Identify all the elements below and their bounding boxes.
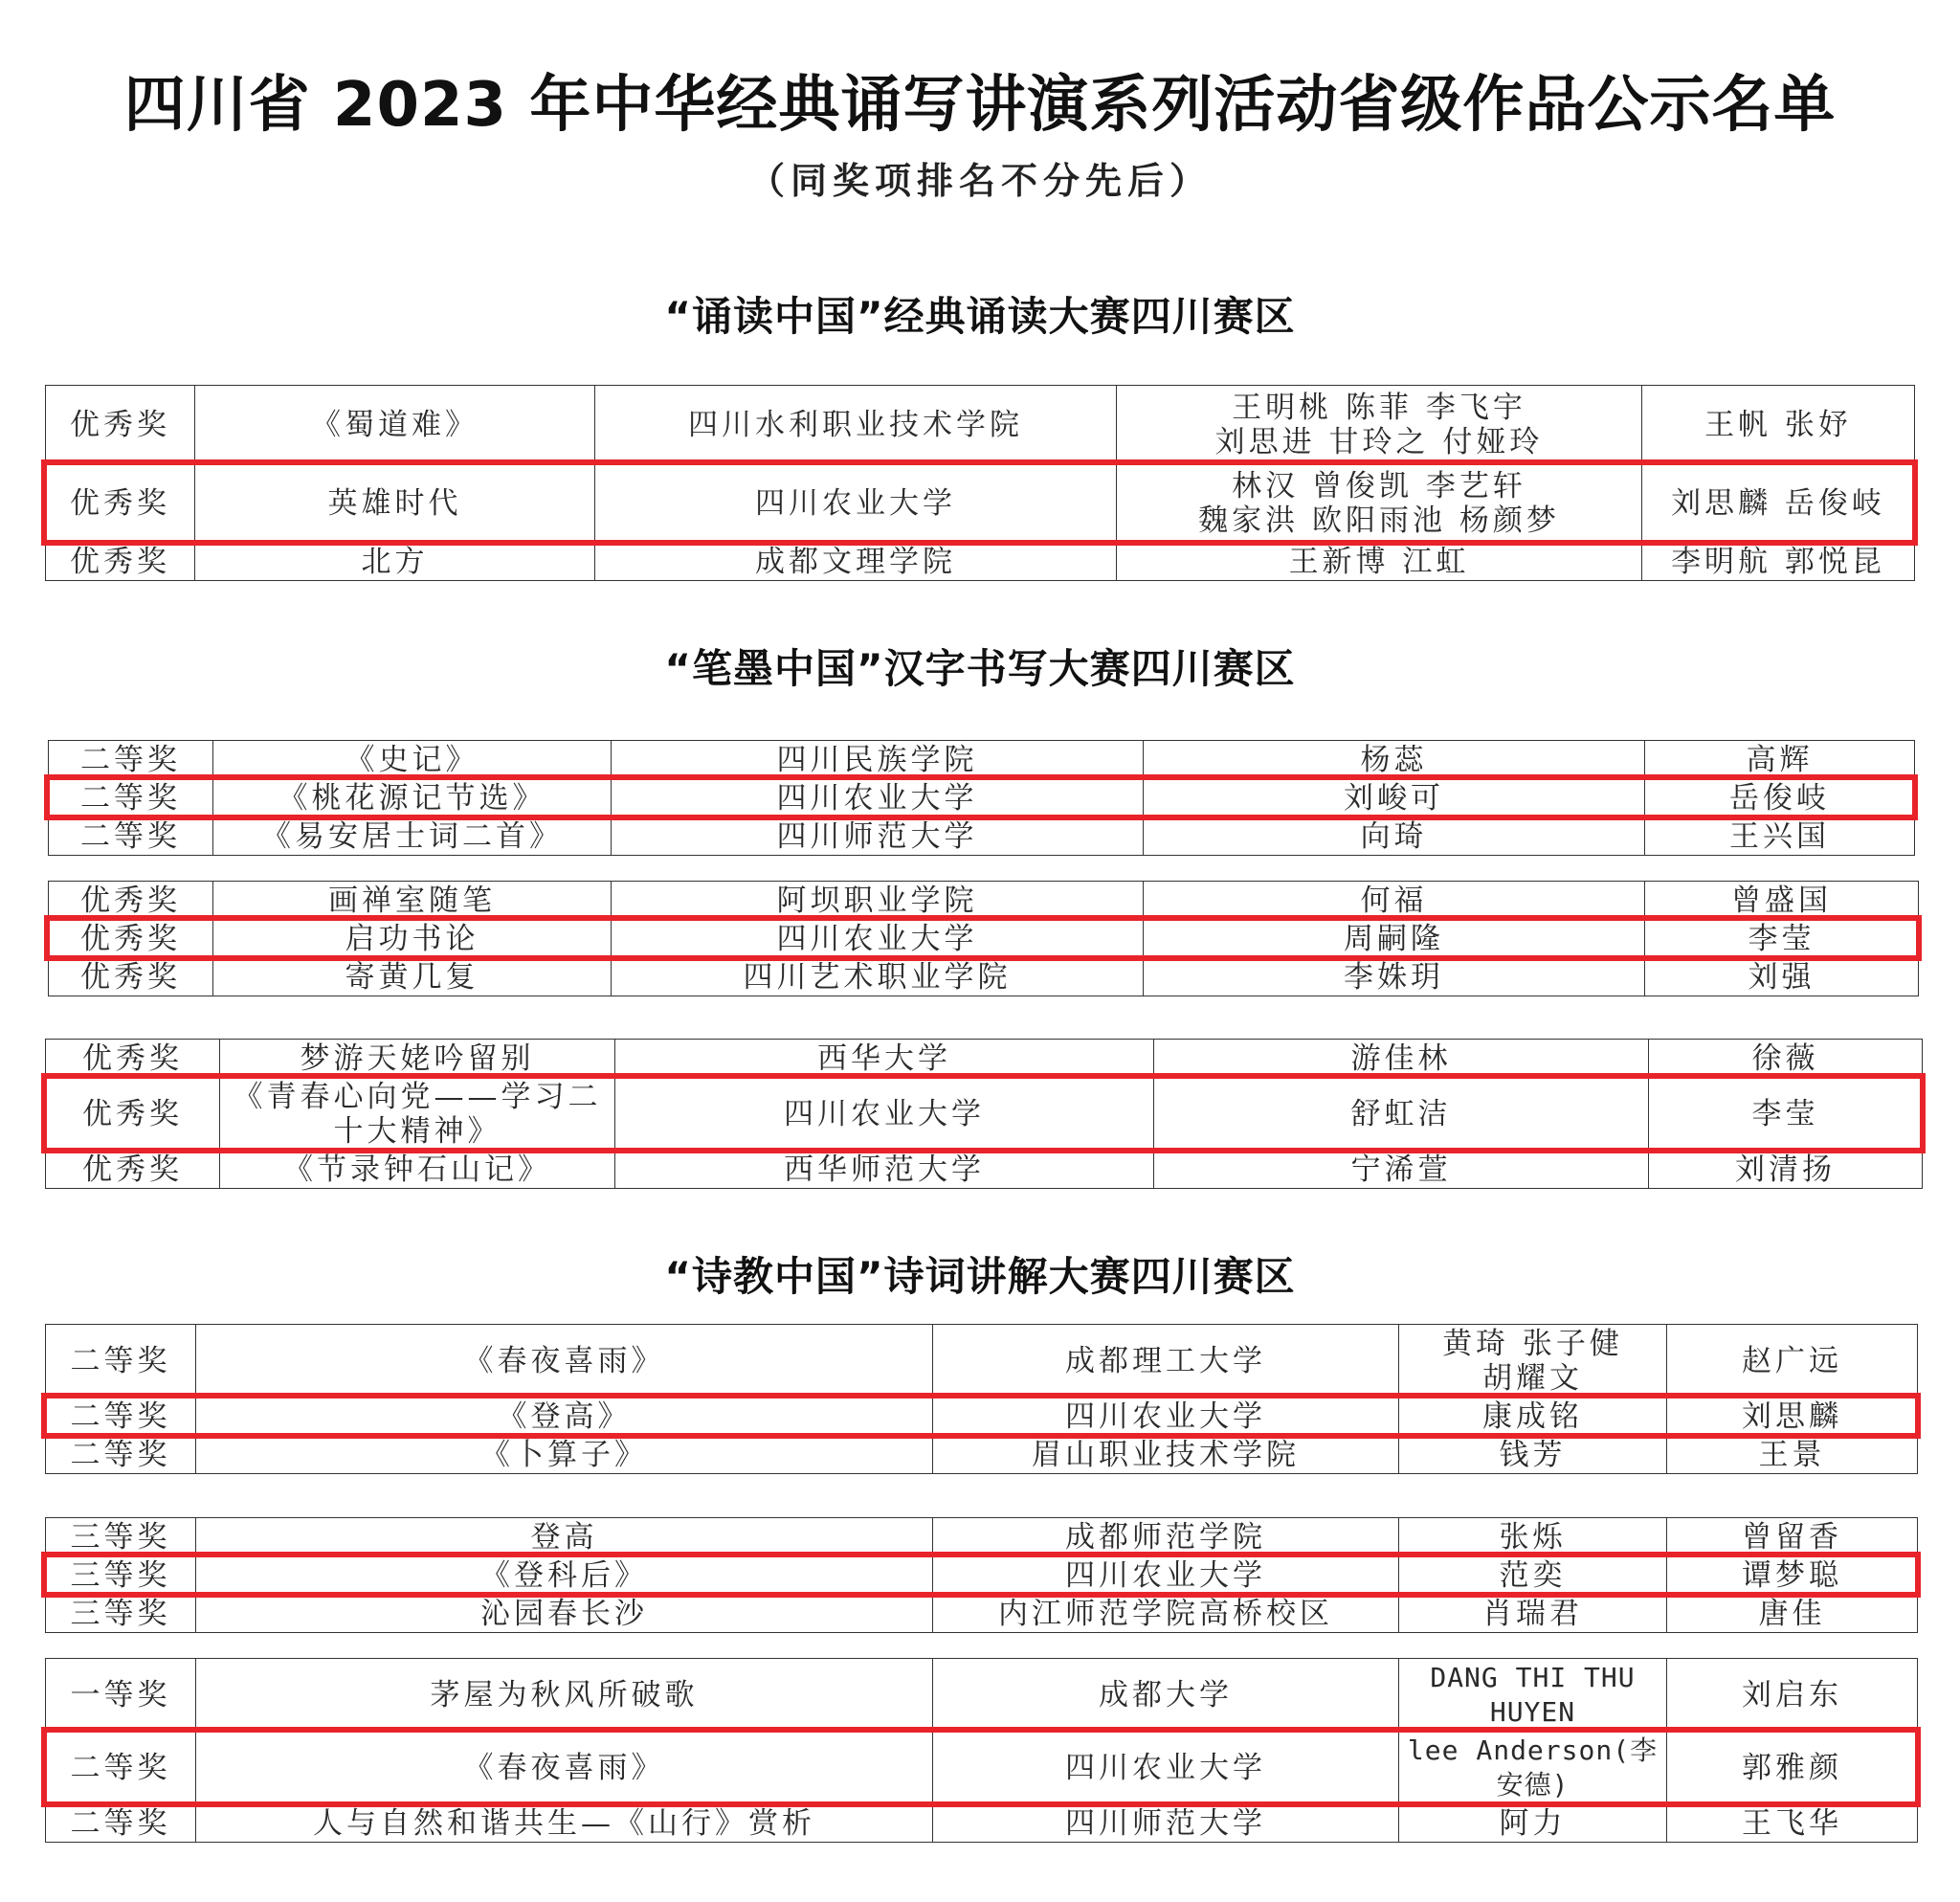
award-table-calligraphy-3	[45, 1039, 1923, 1189]
work-title-cell: 《蜀道难》	[195, 386, 595, 464]
instructor-cell: 曾留香	[1667, 1518, 1918, 1556]
table-row	[46, 1518, 1918, 1556]
table-row	[46, 1040, 1923, 1078]
table-row	[46, 1078, 1923, 1151]
work-title-cell: 《易安居士词二首》	[213, 817, 612, 856]
instructor-cell: 赵广远	[1667, 1325, 1918, 1398]
table-row	[49, 817, 1915, 856]
award-level-cell: 二等奖	[46, 1732, 196, 1804]
institution-cell: 成都文理学院	[595, 543, 1117, 581]
work-title-cell: 梦游天姥吟留别	[220, 1040, 615, 1078]
instructor-cell: 王兴国	[1645, 817, 1915, 856]
table-row	[46, 1436, 1918, 1474]
institution-cell: 四川农业大学	[595, 464, 1117, 543]
participants-cell: 向琦	[1144, 817, 1645, 856]
award-level-cell: 优秀奖	[49, 882, 213, 920]
instructor-cell: 徐薇	[1649, 1040, 1923, 1078]
table-row	[46, 1398, 1918, 1436]
work-title-cell: 《卜算子》	[196, 1436, 933, 1474]
instructor-cell: 岳俊岐	[1645, 779, 1915, 817]
instructor-cell: 王帆 张妤	[1642, 386, 1915, 464]
award-level-cell: 二等奖	[49, 779, 213, 817]
participants-cell: 康成铭	[1399, 1398, 1667, 1436]
work-title-cell: 《春夜喜雨》	[196, 1732, 933, 1804]
instructor-cell: 刘思麟 岳俊岐	[1642, 464, 1915, 543]
institution-cell: 四川水利职业技术学院	[595, 386, 1117, 464]
participants-cell: DANG THI THU HUYEN	[1399, 1659, 1667, 1732]
instructor-cell: 王景	[1667, 1436, 1918, 1474]
table-row	[46, 1151, 1923, 1189]
document-subtitle: （同奖项排名不分先后）	[747, 159, 1212, 202]
work-title-cell: 沁园春长沙	[196, 1595, 933, 1633]
institution-cell: 四川农业大学	[612, 779, 1144, 817]
institution-cell: 四川农业大学	[933, 1556, 1399, 1595]
institution-cell: 西华大学	[615, 1040, 1154, 1078]
award-level-cell: 优秀奖	[46, 543, 195, 581]
instructor-cell: 李明航 郭悦昆	[1642, 543, 1915, 581]
work-title-cell: 人与自然和谐共生—《山行》赏析	[196, 1804, 933, 1843]
instructor-cell: 刘强	[1645, 958, 1919, 996]
participants-cell: 肖瑞君	[1399, 1595, 1667, 1633]
institution-cell: 四川农业大学	[612, 920, 1144, 958]
award-level-cell: 优秀奖	[46, 1151, 220, 1189]
award-table-calligraphy-1	[48, 740, 1915, 856]
participants-cell: 周嗣隆	[1144, 920, 1645, 958]
institution-cell: 内江师范学院高桥校区	[933, 1595, 1399, 1633]
table-row	[46, 1659, 1918, 1732]
work-title-cell: 英雄时代	[195, 464, 595, 543]
award-level-cell: 优秀奖	[46, 1078, 220, 1151]
award-level-cell: 二等奖	[46, 1398, 196, 1436]
award-level-cell: 一等奖	[46, 1659, 196, 1732]
institution-cell: 四川师范大学	[933, 1804, 1399, 1843]
table-row	[46, 1595, 1918, 1633]
award-level-cell: 优秀奖	[46, 1040, 220, 1078]
participants-cell: 宁浠萱	[1154, 1151, 1649, 1189]
participants-cell: 刘峻可	[1144, 779, 1645, 817]
institution-cell: 四川师范大学	[612, 817, 1144, 856]
participants-cell: 阿力	[1399, 1804, 1667, 1843]
work-title-cell: 茅屋为秋风所破歌	[196, 1659, 933, 1732]
table-row	[46, 1804, 1918, 1843]
instructor-cell: 王飞华	[1667, 1804, 1918, 1843]
work-title-cell: 《登高》	[196, 1398, 933, 1436]
instructor-cell: 高辉	[1645, 741, 1915, 779]
instructor-cell: 李莹	[1645, 920, 1919, 958]
institution-cell: 成都理工大学	[933, 1325, 1399, 1398]
table-row	[49, 920, 1919, 958]
table-row	[46, 464, 1915, 543]
award-level-cell: 优秀奖	[49, 958, 213, 996]
award-table-calligraphy-2	[48, 881, 1919, 996]
document-title: 四川省 2023 年中华经典诵写讲演系列活动省级作品公示名单	[123, 70, 1837, 141]
participants-cell: 钱芳	[1399, 1436, 1667, 1474]
participants-cell: lee Anderson(李 安德)	[1399, 1732, 1667, 1804]
award-level-cell: 优秀奖	[49, 920, 213, 958]
table-row	[46, 1556, 1918, 1595]
work-title-cell: 《青春心向党——学习二 十大精神》	[220, 1078, 615, 1151]
participants-cell: 何福	[1144, 882, 1645, 920]
award-level-cell: 二等奖	[46, 1325, 196, 1398]
table-row	[49, 741, 1915, 779]
work-title-cell: 《史记》	[213, 741, 612, 779]
work-title-cell: 北方	[195, 543, 595, 581]
participants-cell: 李姝玥	[1144, 958, 1645, 996]
institution-cell: 四川艺术职业学院	[612, 958, 1144, 996]
participants-cell: 王明桃 陈菲 李飞宇 刘思进 甘玲之 付娅玲	[1117, 386, 1642, 464]
award-level-cell: 三等奖	[46, 1518, 196, 1556]
award-level-cell: 优秀奖	[46, 464, 195, 543]
institution-cell: 阿坝职业学院	[612, 882, 1144, 920]
work-title-cell: 《登科后》	[196, 1556, 933, 1595]
participants-cell: 杨蕊	[1144, 741, 1645, 779]
award-table-poetry-2	[45, 1517, 1918, 1633]
participants-cell: 范奕	[1399, 1556, 1667, 1595]
instructor-cell: 郭雅颜	[1667, 1732, 1918, 1804]
award-level-cell: 二等奖	[49, 741, 213, 779]
institution-cell: 眉山职业技术学院	[933, 1436, 1399, 1474]
institution-cell: 四川农业大学	[933, 1398, 1399, 1436]
instructor-cell: 刘思麟	[1667, 1398, 1918, 1436]
award-level-cell: 三等奖	[46, 1556, 196, 1595]
instructor-cell: 刘清扬	[1649, 1151, 1923, 1189]
section-heading-calligraphy: “笔墨中国”汉字书写大赛四川赛区	[664, 645, 1296, 692]
participants-cell: 林汉 曾俊凯 李艺轩 魏家洪 欧阳雨池 杨颜梦	[1117, 464, 1642, 543]
work-title-cell: 启功书论	[213, 920, 612, 958]
award-table-recitation-1	[45, 385, 1915, 581]
table-row	[49, 882, 1919, 920]
participants-cell: 舒虹洁	[1154, 1078, 1649, 1151]
section-heading-recitation: “诵读中国”经典诵读大赛四川赛区	[664, 293, 1296, 340]
participants-cell: 黄琦 张子健 胡耀文	[1399, 1325, 1667, 1398]
award-level-cell: 二等奖	[46, 1804, 196, 1843]
table-row	[46, 1325, 1918, 1398]
work-title-cell: 《节录钟石山记》	[220, 1151, 615, 1189]
section-heading-poetry: “诗教中国”诗词讲解大赛四川赛区	[664, 1253, 1296, 1300]
institution-cell: 四川民族学院	[612, 741, 1144, 779]
award-level-cell: 三等奖	[46, 1595, 196, 1633]
participants-cell: 王新博 江虹	[1117, 543, 1642, 581]
table-row	[46, 1732, 1918, 1804]
table-row	[49, 958, 1919, 996]
table-row	[46, 386, 1915, 464]
instructor-cell: 刘启东	[1667, 1659, 1918, 1732]
award-level-cell: 二等奖	[46, 1436, 196, 1474]
institution-cell: 四川农业大学	[933, 1732, 1399, 1804]
table-row	[49, 779, 1915, 817]
institution-cell: 成都大学	[933, 1659, 1399, 1732]
table-row	[46, 543, 1915, 581]
work-title-cell: 寄黄几复	[213, 958, 612, 996]
instructor-cell: 谭梦聪	[1667, 1556, 1918, 1595]
award-table-poetry-3	[45, 1658, 1918, 1843]
work-title-cell: 《春夜喜雨》	[196, 1325, 933, 1398]
award-level-cell: 优秀奖	[46, 386, 195, 464]
institution-cell: 四川农业大学	[615, 1078, 1154, 1151]
work-title-cell: 《桃花源记节选》	[213, 779, 612, 817]
award-level-cell: 二等奖	[49, 817, 213, 856]
institution-cell: 西华师范大学	[615, 1151, 1154, 1189]
instructor-cell: 李莹	[1649, 1078, 1923, 1151]
participants-cell: 张烁	[1399, 1518, 1667, 1556]
instructor-cell: 曾盛国	[1645, 882, 1919, 920]
work-title-cell: 登高	[196, 1518, 933, 1556]
instructor-cell: 唐佳	[1667, 1595, 1918, 1633]
work-title-cell: 画禅室随笔	[213, 882, 612, 920]
award-table-poetry-1	[45, 1324, 1918, 1474]
institution-cell: 成都师范学院	[933, 1518, 1399, 1556]
participants-cell: 游佳林	[1154, 1040, 1649, 1078]
